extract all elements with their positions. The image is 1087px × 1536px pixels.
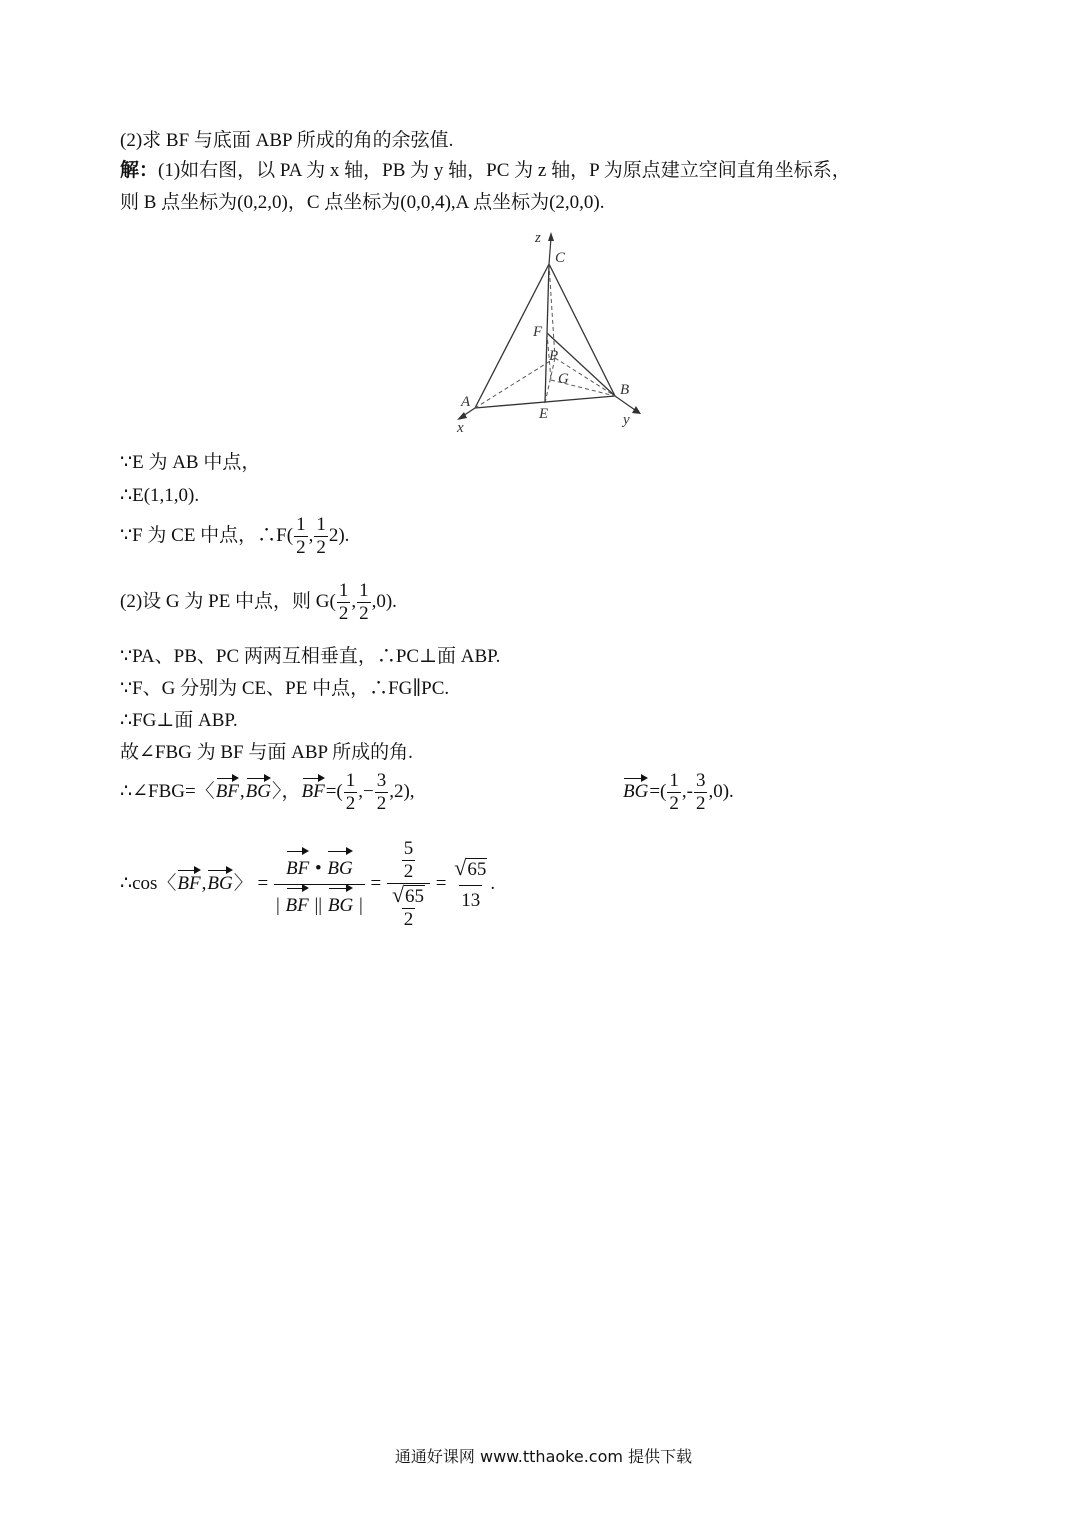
x-axis-arrow [457,412,467,420]
question-2: (2)求 BF 与底面 ABP 所成的角的余弦值. [120,130,454,151]
y-axis-arrow [632,406,641,414]
z-axis-arrow [548,232,554,241]
point-coordinates: 则 B 点坐标为(0,2,0)，C 点坐标为(0,0,4),A 点坐标为(2,0,0). [120,192,605,213]
fraction-half: $\frac{1}{2}$ [345,770,356,814]
label-e: E [539,406,549,422]
label-a: A [461,394,471,410]
result-fraction: $\frac{√65}{13}$ [452,853,489,916]
edge-ap [475,358,555,408]
e-coordinate-line: ∴E(1,1,0). [120,485,200,506]
solution-intro [120,158,851,184]
label-c: C [555,250,566,266]
fraction-half: $\frac{1}{2}$ [359,580,369,624]
vector-bf: BF [216,775,239,803]
fraction-three-halves: $\frac{3}{2}$ [376,770,387,814]
e-midpoint-line: ∵E 为 AB 中点， [120,452,261,473]
edge-cp [549,264,555,358]
fraction-half: $\frac{1}{2}$ [669,770,679,814]
vector-bg: BG [623,775,648,803]
label-f: F [533,324,543,340]
z-axis-line [549,238,551,264]
perpendicular-line: ∵PA、PB、PC 两两互相垂直，∴PC⊥面 ABP. [120,646,501,667]
label-p: P [549,348,559,364]
pyramid-figure [445,228,665,438]
f-coordinate-line: ∵F 为 CE 中点，∴F( $\frac{1}{2}$ , $\frac{1}{2}$ 2). [120,514,350,558]
vector-bf: BF [177,867,200,895]
fraction-half: $\frac{1}{2}$ [338,580,349,624]
compound-fraction: $\frac{\frac{5}{2}}{\frac{√65}{2}}$ [387,838,430,931]
y-axis-line [615,396,635,410]
dot-product-over-magnitudes: $\frac{BF • BG}{| BF || BG |}$ [274,848,365,921]
label-g: G [558,371,569,387]
vector-bg: BG [246,775,271,803]
fraction-half: $\frac{1}{2}$ [296,514,306,558]
angle-statement: 故∠FBG 为 BF 与面 ABP 所成的角. [120,742,413,763]
vector-bg: BG [207,867,232,895]
label-z: z [535,230,541,246]
label-b: B [620,382,630,398]
g-coordinate-line: (2)设 G 为 PE 中点，则 G( $\frac{1}{2}$ , $\frac{1}{2}$ ,0). [120,580,397,624]
fraction-three-halves: $\frac{3}{2}$ [695,770,706,814]
fraction-half: $\frac{1}{2}$ [316,514,326,558]
label-x: x [457,420,464,436]
bg-vector-line: BG=( $\frac{1}{2}$ ,- $\frac{3}{2}$ ,0). [623,770,734,814]
solution-text: (1)如右图，以 PA 为 x 轴，PB 为 y 轴，PC 为 z 轴，P 为原点建立空间直角坐标系， [158,160,851,181]
fg-perpendicular-line: ∴FG⊥面 ABP. [120,710,238,731]
angle-vectors-line: ∴∠FBG=〈BF,BG〉，BF=( $\frac{1}{2}$ ,− $\frac{3}{2}$ ,2), [120,770,415,814]
solution-label: 解： [120,160,159,181]
vector-bf: BF [302,775,325,803]
label-y: y [623,412,630,428]
parallel-line: ∵F、G 分别为 CE、PE 中点，∴FG∥PC. [120,678,450,699]
footer-credit: 通通好课网 www.tthaoke.com 提供下载 [394,1447,693,1466]
cosine-line: ∴cos〈BF,BG〉 = $\frac{BF • BG}{| BF || BG |}$ = $\frac{\frac{5}{2}}{\frac{√65}{2}}$ = $\frac{√65}{13}$ . [120,838,496,930]
